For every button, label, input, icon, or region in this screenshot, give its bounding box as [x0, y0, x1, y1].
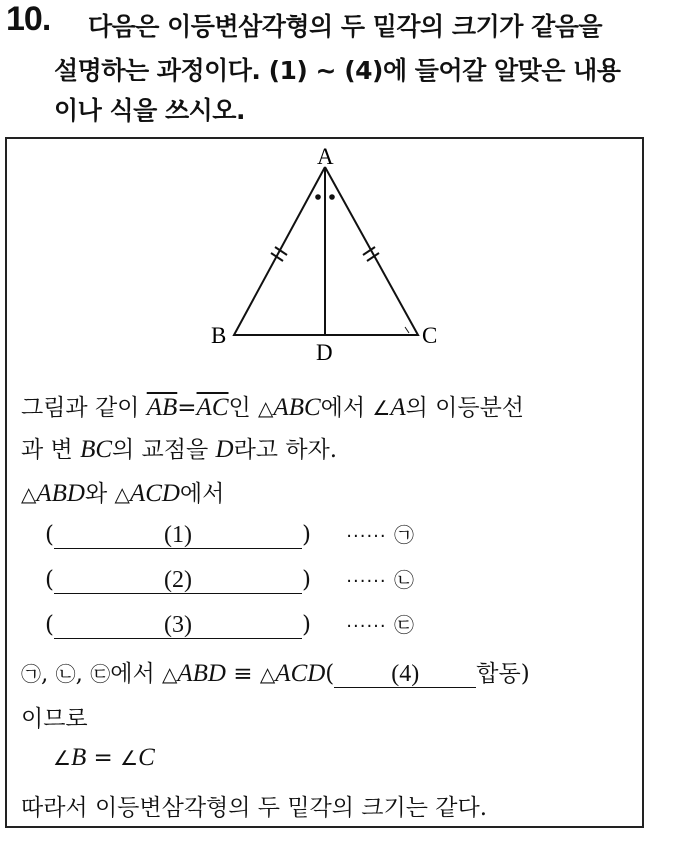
- triangle-symbol: △: [259, 662, 276, 686]
- blank-row-1: [45, 519, 414, 549]
- congruence-symbol: ≡: [226, 661, 260, 687]
- text: 라고 하자.: [233, 437, 338, 463]
- circled-giyeok-mark: ㉠: [393, 523, 414, 547]
- text: 의 교점을: [112, 437, 216, 463]
- text: 에서: [320, 395, 373, 421]
- angle-symbol: ∠: [372, 396, 391, 420]
- circled-digeut-mark: ㉢: [393, 613, 414, 637]
- body-line-8: 이므로: [21, 706, 88, 732]
- angle-symbol: ∠: [120, 746, 139, 770]
- text: 에서: [179, 481, 225, 507]
- angle-a: A: [390, 394, 406, 421]
- vertex-label-a: A: [317, 144, 334, 169]
- segment-ac: $\overline{AC}$: [196, 394, 229, 421]
- triangle-abd: ABD: [36, 480, 85, 507]
- question-line-2: 설명하는 과정이다. (1) ~ (4)에 들어갈 알맞은 내용: [54, 56, 621, 85]
- text: 인: [228, 395, 259, 421]
- close-paren: ): [301, 612, 311, 638]
- close-paren: ): [301, 567, 311, 593]
- angle-symbol: ∠: [53, 746, 71, 770]
- angle-c-mark: [405, 327, 409, 333]
- text: 합동): [476, 661, 530, 687]
- triangle-abd: ABD: [177, 660, 226, 687]
- open-paren: (: [45, 567, 54, 593]
- blank-row-2: [45, 564, 414, 594]
- dots: ······: [346, 616, 387, 637]
- text: 과 변: [21, 437, 81, 463]
- triangle-symbol: △: [114, 482, 130, 506]
- circled-nieun-mark: ㉡: [393, 568, 414, 592]
- body-line-7: [21, 655, 530, 688]
- angle-mark-2: [329, 194, 335, 200]
- answer-blank-3[interactable]: (3): [54, 612, 302, 639]
- vertex-label-d: D: [316, 340, 333, 365]
- circled-nieun-mark: ㉡: [55, 662, 76, 686]
- blank-row-3: [45, 609, 414, 639]
- circled-giyeok-mark: ㉠: [21, 662, 41, 686]
- triangle-symbol: △: [258, 396, 274, 420]
- triangle-symbol: △: [21, 482, 37, 506]
- body-line-1: [21, 389, 524, 422]
- dots: ······: [346, 526, 387, 547]
- answer-blank-2[interactable]: (2): [54, 567, 302, 594]
- text: 의 이등분선: [405, 395, 525, 421]
- equals: =: [177, 395, 197, 421]
- text: 에서: [110, 661, 162, 687]
- triangle-symbol: △: [162, 662, 178, 686]
- triangle-abc: ABC: [273, 394, 321, 421]
- vertex-label-c: C: [422, 323, 438, 348]
- open-paren: (: [45, 522, 54, 548]
- text: 와: [85, 481, 115, 507]
- body-line-10: 따라서 이등변삼각형의 두 밑각의 크기는 같다.: [21, 795, 488, 821]
- question-line-1: 다음은 이등변삼각형의 두 밑각의 크기가 같음을: [88, 12, 603, 41]
- open-paren: (: [45, 612, 54, 638]
- angle-c: C: [138, 744, 155, 771]
- answer-blank-4[interactable]: (4): [334, 661, 476, 688]
- point-d: D: [215, 436, 234, 463]
- question-line-3: 이나 식을 쓰시오.: [54, 96, 245, 125]
- vertex-label-b: B: [211, 323, 227, 348]
- answer-blank-1[interactable]: (1): [54, 522, 302, 549]
- question-number: 10.: [6, 0, 51, 38]
- body-line-2: [21, 431, 337, 464]
- dots: ······: [346, 571, 387, 592]
- triangle-acd: ACD: [129, 480, 180, 507]
- equals: =: [86, 745, 121, 771]
- isosceles-triangle-figure: [7, 139, 646, 369]
- segment-ab: $\overline{AB}$: [146, 394, 178, 421]
- body-line-9: [53, 744, 155, 772]
- angle-mark-1: [315, 194, 321, 200]
- comma: ,: [41, 661, 56, 687]
- open-paren: (: [325, 661, 335, 687]
- body-line-3: [21, 475, 224, 508]
- side-bc: BC: [80, 436, 113, 463]
- triangle-acd: ACD: [275, 660, 326, 687]
- close-paren: ): [301, 522, 311, 548]
- angle-b: B: [70, 744, 87, 771]
- circled-digeut-mark: ㉢: [90, 662, 111, 686]
- comma: ,: [75, 661, 91, 687]
- text: 그림과 같이: [21, 395, 147, 421]
- explanation-box: [5, 137, 644, 828]
